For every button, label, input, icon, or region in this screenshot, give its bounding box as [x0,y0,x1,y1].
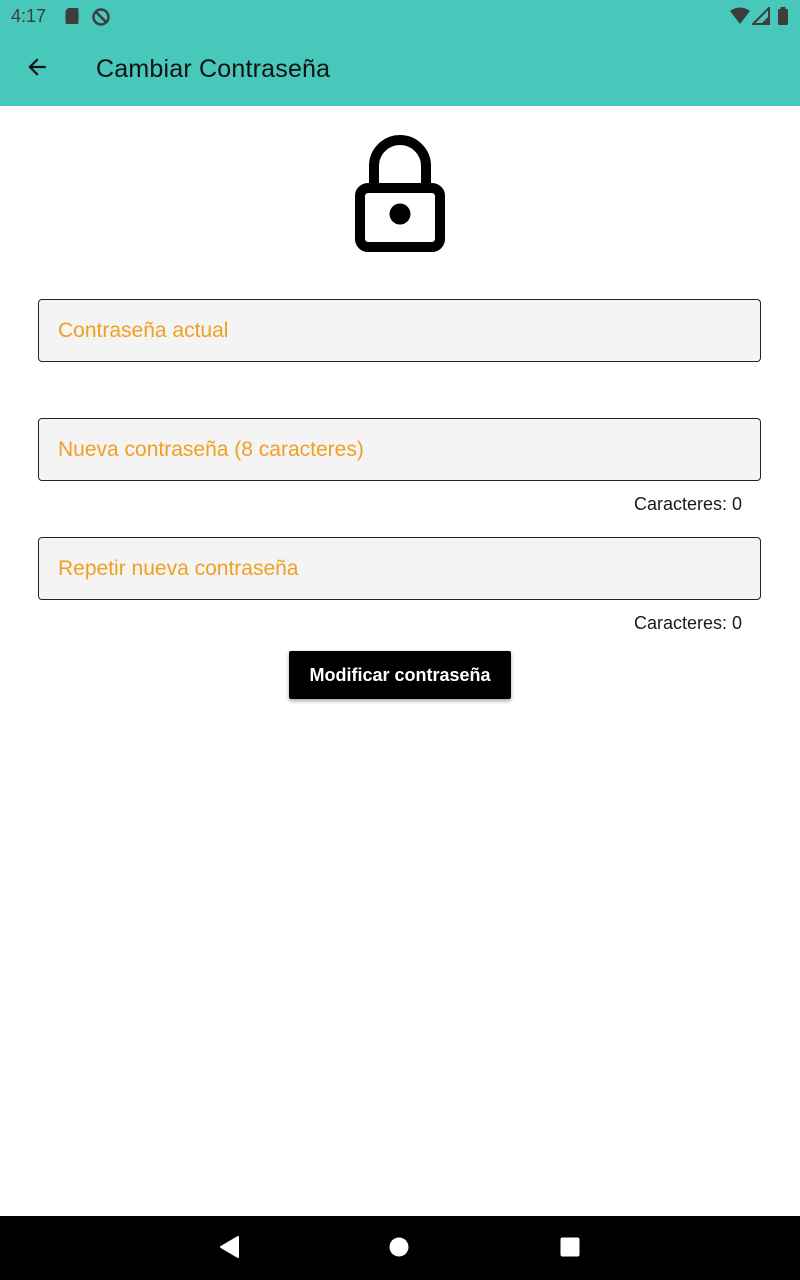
back-triangle-icon [218,1235,240,1264]
repeat-password-counter: Caracteres: 0 [633,613,742,633]
wifi-icon [730,7,748,25]
signal-icon [752,7,770,25]
current-password-input[interactable] [38,299,761,362]
recents-square-icon [559,1236,581,1263]
arrow-back-icon [24,54,50,85]
nav-home-button[interactable] [384,1234,414,1264]
battery-icon [777,7,795,25]
modify-password-button[interactable]: Modificar contraseña [289,651,511,699]
sd-card-icon [64,7,82,25]
status-bar [0,0,800,32]
page-title: Cambiar Contraseña [96,55,331,83]
back-button[interactable] [16,48,58,90]
new-password-input[interactable] [38,418,761,481]
sync-disabled-icon [91,7,109,25]
new-password-counter: Caracteres: 0 [633,494,742,514]
nav-back-button[interactable] [214,1234,244,1264]
app-bar [0,32,800,106]
nav-recents-button[interactable] [555,1234,585,1264]
repeat-password-input[interactable] [38,537,761,600]
lock-icon [350,134,450,258]
status-time: 4:17 [11,6,47,26]
system-nav-bar [0,1216,800,1280]
home-circle-icon [388,1236,410,1263]
